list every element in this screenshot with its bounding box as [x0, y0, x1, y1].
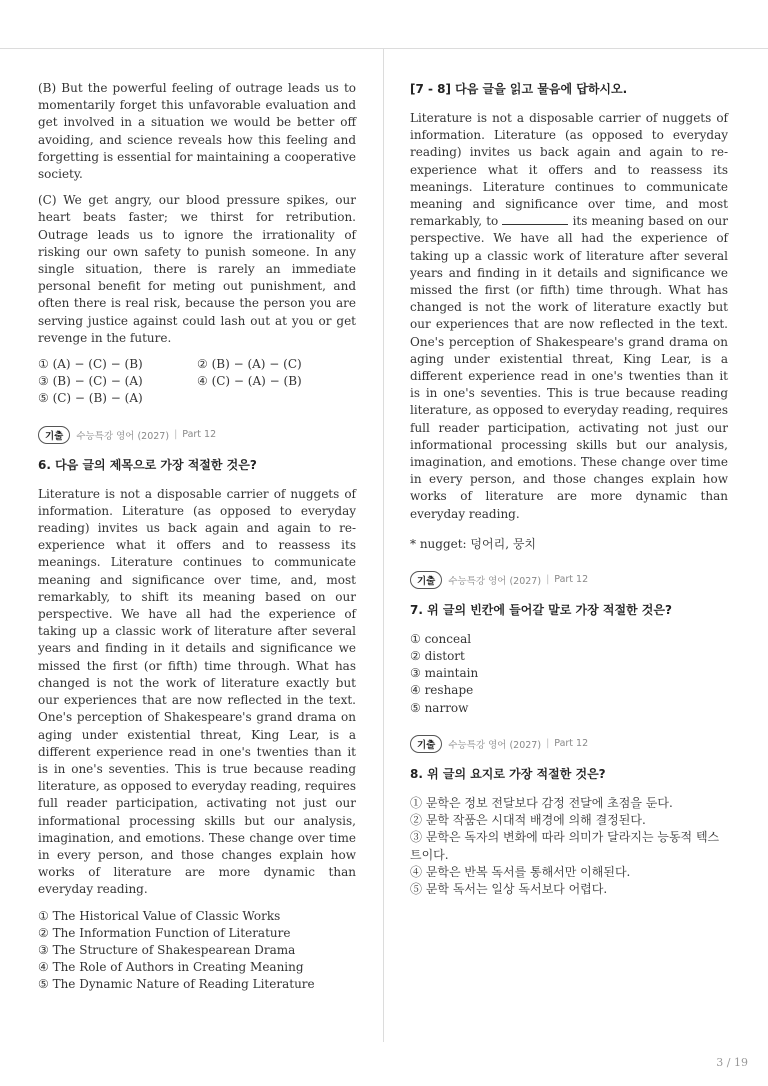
q7-8-passage — [410, 110, 728, 523]
q8-source-tag — [410, 735, 728, 753]
q7-source-tag — [410, 571, 728, 589]
left-column — [38, 80, 356, 994]
part-label: Part 12 — [554, 574, 589, 586]
order-option[interactable]: ② (B) − (A) − (C) — [197, 357, 302, 372]
order-option[interactable]: ③ (B) − (C) − (A) — [38, 374, 143, 389]
q7-option[interactable]: ② distort — [410, 649, 465, 664]
answer-blank — [502, 213, 568, 225]
q8-options — [410, 795, 728, 898]
part-label: Part 12 — [554, 738, 589, 750]
source-label: 수능특강 영어 (2027) — [448, 575, 542, 587]
q6-source-tag — [38, 426, 356, 444]
order-option[interactable]: ⑤ (C) − (B) − (A) — [38, 391, 143, 406]
q8-title: 8. 위 글의 요지로 가장 적절한 것은? — [410, 766, 606, 781]
column-divider — [383, 49, 384, 1042]
q6-passage: Literature is not a disposable carrier of nuggets of information. Literature (as opposed to everyday reading) invites us back again and again to re-experience what it offers and to reassess its meanings. Literature continues to communicate meaning and significance over time, and, most remarkably, to shift its meaning based on our perspective. We have all had the experience of taking up a classic work of literature after several years and finding in it details and significance we missed the first (or fifth) time through. What has changed is not the work of literature exactly but our experiences that are now reflected in the text. One's perception of Shakespeare's grand drama on aging under existential threat, King Lear, is a different experience read in one's twenties than it is in one's seventies. This is true because reading literature, as opposed to everyday reading, requires full reader participation, activating not just our informational processing skills but our analysis, imagination, and emotions. These change over time in every person, and those changes explain how works of literature are more dynamic than everyday reading. — [38, 486, 356, 897]
q6-title: 6. 다음 글의 제목으로 가장 적절한 것은? — [38, 457, 257, 472]
past-exam-badge: 기출 — [410, 571, 442, 589]
q8-option[interactable]: ④ 문학은 반복 독서를 통해서만 이해된다. — [410, 864, 631, 879]
q6-option[interactable]: ③ The Structure of Shakespearean Drama — [38, 942, 296, 957]
part-label: Part 12 — [182, 429, 217, 441]
separator: | — [546, 738, 550, 750]
source-label: 수능특강 영어 (2027) — [76, 430, 170, 442]
q7-title: 7. 위 글의 빈칸에 들어갈 말로 가장 적절한 것은? — [410, 602, 672, 617]
separator: | — [546, 574, 550, 586]
q7-option[interactable]: ④ reshape — [410, 683, 474, 698]
passage-part-2: its meaning based on our perspective. We have all had the experience of taking up a classic work of literature after several years and finding in it details and significance we missed the first (or fifth) time through. What has changed is not the work of literature exactly but our experiences that are now reflected in the text. One's perception of Shakespeare's grand drama on aging under existential threat, King Lear, is a different experience read in one's twenties than it is in one's seventies. This is true because reading literature, as opposed to everyday reading, requires full reader participation, activating not just our informational processing skills but our analysis, imagination, and emotions. These change over time in every person, and those changes explain how works of literature are more dynamic than everyday reading. — [410, 214, 728, 521]
right-column — [410, 80, 728, 898]
section-heading: [7 - 8] 다음 글을 읽고 물음에 답하시오. — [410, 82, 628, 96]
q6-options — [38, 908, 356, 994]
q6-option[interactable]: ④ The Role of Authors in Creating Meaning — [38, 960, 304, 975]
passage-part-1: Literature is not a disposable carrier of nuggets of information. Literature (as opposed to everyday reading) invites us back again and again to re-experience what it offers and to reassess its meanings. Literature continues to communicate meaning and significance over time, and most remarkably, to — [410, 111, 728, 229]
q8-option[interactable]: ① 문학은 정보 전달보다 감정 전달에 초점을 둔다. — [410, 795, 673, 810]
q7-option[interactable]: ⑤ narrow — [410, 700, 469, 715]
source-label: 수능특강 영어 (2027) — [448, 739, 542, 751]
footnote: * nugget: 덩어리, 뭉치 — [410, 536, 537, 551]
q6-option[interactable]: ② The Information Function of Literature — [38, 925, 291, 940]
q7-options — [410, 631, 728, 717]
q6-option[interactable]: ① The Historical Value of Classic Works — [38, 908, 281, 923]
q6-option[interactable]: ⑤ The Dynamic Nature of Reading Literature — [38, 977, 315, 992]
q7-option[interactable]: ① conceal — [410, 631, 472, 646]
order-options — [38, 356, 356, 408]
q7-option[interactable]: ③ maintain — [410, 666, 479, 681]
passage-c: (C) We get angry, our blood pressure spikes, our heart beats faster; we thirst for retribution. Outrage leads us to ignore the irrationality of risking our own safety to punish someone. In any single situation, there is rarely an immediate personal benefit for meting out punishment, and often there is real risk, because the person you are serving justice against could lash out at you or get revenge in the future. — [38, 193, 356, 345]
past-exam-badge: 기출 — [410, 735, 442, 753]
passage-b: (B) But the powerful feeling of outrage leads us to momentarily forget this unfavorable evaluation and get involved in a situation we would be better off avoiding, and science reveals how this feeling and forgetting is essential for maintaining a cooperative society. — [38, 81, 356, 182]
q8-option[interactable]: ② 문학 작품은 시대적 배경에 의해 결정된다. — [410, 813, 646, 828]
order-option[interactable]: ① (A) − (C) − (B) — [38, 357, 143, 372]
q8-option[interactable]: ③ 문학은 독자의 변화에 따라 의미가 달라지는 능동적 텍스트이다. — [410, 830, 720, 862]
page-number: 3 / 19 — [716, 1056, 748, 1069]
q8-option[interactable]: ⑤ 문학 독서는 일상 독서보다 어렵다. — [410, 881, 608, 896]
header-rule — [0, 48, 768, 49]
order-option[interactable]: ④ (C) − (A) − (B) — [197, 374, 302, 389]
separator: | — [174, 429, 178, 441]
past-exam-badge: 기출 — [38, 426, 70, 444]
